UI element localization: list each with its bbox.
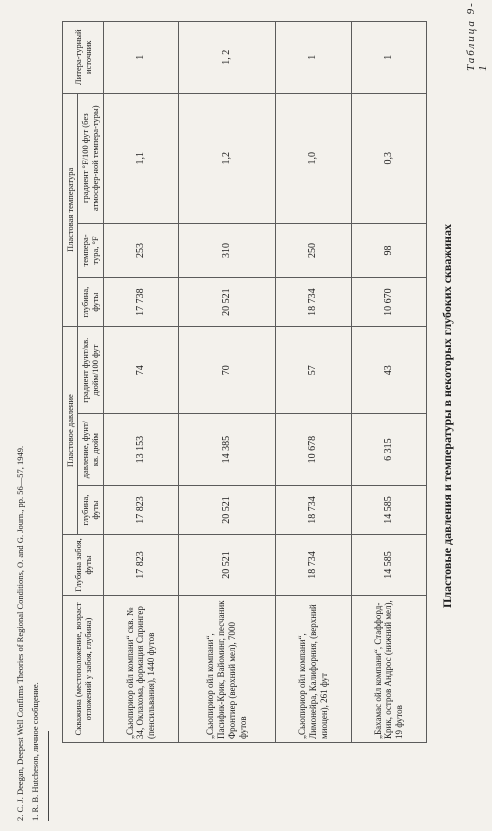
header-p-depth: глубина, футы bbox=[78, 485, 103, 534]
well-cell: „Бахамас ойл компани“, Стаффорд-Крик, остров Андрос (нижний мел), 19 футов bbox=[351, 596, 426, 743]
footnote: 2. C. J. Deegan, Deepest Well Confirms Theories of Regional Conditions, O. and G. Journ., pp. 56—57, 1949. bbox=[15, 445, 25, 821]
p-gradient-cell: 70 bbox=[178, 327, 275, 414]
well-cell: „Сьюпириор ойл компани“, Пасифик-Крик, Вайоминг, песчаник Фронтиер (верхний мел), 7000 футов bbox=[178, 596, 275, 743]
header-t-temp: темпера-тура, °F bbox=[78, 223, 103, 277]
header-depth: Глубина забоя, футы bbox=[63, 535, 104, 596]
footnote-divider bbox=[48, 731, 49, 821]
table-row bbox=[178, 22, 275, 743]
depth-cell: 18 734 bbox=[276, 535, 351, 596]
p-pressure-cell: 13 153 bbox=[103, 414, 178, 486]
t-temp-cell: 253 bbox=[103, 223, 178, 277]
p-depth-cell: 14 585 bbox=[351, 485, 426, 534]
t-depth-cell: 10 670 bbox=[351, 278, 426, 327]
t-temp-cell: 98 bbox=[351, 223, 426, 277]
table-row bbox=[276, 22, 351, 743]
refs-cell: 1 bbox=[103, 22, 178, 94]
t-depth-cell: 20 521 bbox=[178, 278, 275, 327]
depth-cell: 20 521 bbox=[178, 535, 275, 596]
t-temp-cell: 250 bbox=[276, 223, 351, 277]
p-depth-cell: 17 823 bbox=[103, 485, 178, 534]
well-cell: „Сьюпириор ойл компани“, Лимонейра, Калифорния, (верхний миоцен), 261 фут bbox=[276, 596, 351, 743]
refs-cell: 1 bbox=[276, 22, 351, 94]
t-gradient-cell: 0,3 bbox=[351, 93, 426, 223]
p-pressure-cell: 10 678 bbox=[276, 414, 351, 486]
t-gradient-cell: 1,0 bbox=[276, 93, 351, 223]
header-pressure-group: Пластовое давление bbox=[63, 327, 78, 535]
p-pressure-cell: 14 385 bbox=[178, 414, 275, 486]
table-row bbox=[351, 22, 426, 743]
header-refs: Литера-турный источник bbox=[63, 22, 104, 94]
table-row bbox=[103, 22, 178, 743]
header-temperature-group: Пластовая температура bbox=[63, 93, 78, 327]
t-depth-cell: 18 734 bbox=[276, 278, 351, 327]
depth-cell: 14 585 bbox=[351, 535, 426, 596]
refs-cell: 1, 2 bbox=[178, 22, 275, 94]
header-p-gradient: градиент фунт/кв. дюйм/100 фут bbox=[78, 327, 103, 414]
refs-cell: 1 bbox=[351, 22, 426, 94]
p-depth-cell: 20 521 bbox=[178, 485, 275, 534]
t-depth-cell: 17 738 bbox=[103, 278, 178, 327]
p-gradient-cell: 74 bbox=[103, 327, 178, 414]
p-depth-cell: 18 734 bbox=[276, 485, 351, 534]
t-gradient-cell: 1,2 bbox=[178, 93, 275, 223]
header-well: Скважина (местоположение, возраст отложений у забоя, глубина) bbox=[63, 596, 104, 743]
table-label: Таблица 9-1 bbox=[465, 1, 489, 71]
t-temp-cell: 310 bbox=[178, 223, 275, 277]
p-gradient-cell: 43 bbox=[351, 327, 426, 414]
footnote: 1. R. B. Hutcheson, личное сообщение. bbox=[30, 682, 40, 821]
t-gradient-cell: 1,1 bbox=[103, 93, 178, 223]
depth-cell: 17 823 bbox=[103, 535, 178, 596]
p-pressure-cell: 6 315 bbox=[351, 414, 426, 486]
table-title: Пластовые давления и температуры в некоторых глубоких скважинах bbox=[440, 224, 454, 608]
p-gradient-cell: 57 bbox=[276, 327, 351, 414]
header-t-gradient: градиент °F/100 фут (без атмосфер-ной темпера-туры) bbox=[78, 93, 103, 223]
header-t-depth: глубина, футы bbox=[78, 278, 103, 327]
data-table bbox=[62, 21, 427, 743]
header-p-pressure: давление, фунт/кв. дюйм bbox=[78, 414, 103, 486]
well-cell: „Сьюпириор ойл компани“ скв. № 34, Оклахома, формация Спрингер (пенсильвания), 1440 футов bbox=[103, 596, 178, 743]
